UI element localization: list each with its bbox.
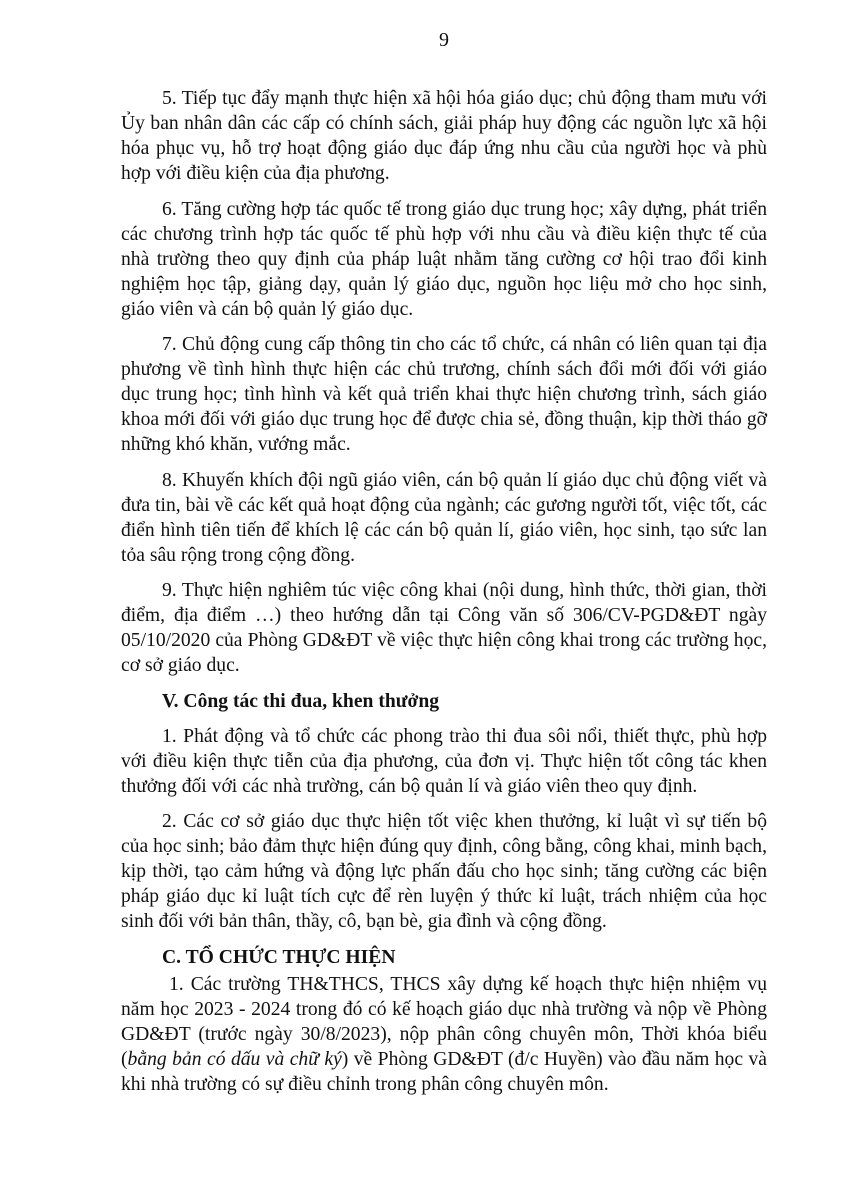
paragraph-item-7: 7. Chủ động cung cấp thông tin cho các tổ chức, cá nhân có liên quan tại địa phương về tình hình thực hiện các chủ trương, chính sách đổi mới đối với giáo dục trung học; tình hình và kết quả triển khai thực hiện chương trình, sách giáo khoa mới đối với giáo dục trung học để được chia sẻ, đồng thuận, kịp thời tháo gỡ những khó khăn, vướng mắc. <box>121 334 767 455</box>
document-body <box>121 86 767 1107</box>
section-v-paragraph-1: 1. Phát động và tổ chức các phong trào thi đua sôi nổi, thiết thực, phù hợp với điều kiện thực tiễn của địa phương, của đơn vị. Thực hiện tốt công tác khen thưởng đối với các nhà trường, cán bộ quản lí và giáo viên theo quy định. <box>121 725 767 797</box>
page-number: 9 <box>439 29 449 51</box>
paragraph-item-5: 5. Tiếp tục đẩy mạnh thực hiện xã hội hóa giáo dục; chủ động tham mưu với Ủy ban nhân dân các cấp có chính sách, giải pháp huy động các nguồn lực xã hội hóa phục vụ, hỗ trợ hoạt động giáo dục đáp ứng nhu cầu của người học và phù hợp với điều kiện của địa phương. <box>121 88 767 184</box>
section-c-p1-text-b: ) về Phòng GD&ĐT (đ/c Huyền) vào đầu năm học và khi nhà trường có sự điều chỉnh trong phân công chuyên môn. <box>121 1048 767 1095</box>
section-c-p1-italic: bằng bản có dấu và chữ ký <box>127 1048 342 1070</box>
paragraph-item-9: 9. Thực hiện nghiêm túc việc công khai (nội dung, hình thức, thời gian, thời điểm, địa điểm …) theo hướng dẫn tại Công văn số 306/CV-PGD&ĐT ngày 05/10/2020 của Phòng GD&ĐT về việc thực hiện công khai trong các trường học, cơ sở giáo dục. <box>121 580 767 676</box>
section-c-paragraph-1 <box>121 972 767 1097</box>
paragraph-item-8: 8. Khuyến khích đội ngũ giáo viên, cán bộ quản lí giáo dục chủ động viết và đưa tin, bài về các kết quả hoạt động của ngành; các gương người tốt, việc tốt, các điển hình tiên tiến để khích lệ các cán bộ quản lí, giáo viên, học sinh, tạo sức lan tỏa sâu rộng trong cộng đồng. <box>121 469 767 566</box>
section-v-heading: V. Công tác thi đua, khen thưởng <box>162 690 440 712</box>
paragraph-item-6: 6. Tăng cường hợp tác quốc tế trong giáo dục trung học; xây dựng, phát triển các chương trình hợp tác quốc tế phù hợp với nhu cầu và điều kiện thực tế của nhà trường theo quy định của pháp luật nhằm tăng cường cơ hội trao đổi kinh nghiệm học tập, giảng dạy, quản lý giáo dục, nguồn học liệu mở cho học sinh, giáo viên và cán bộ quản lý giáo dục. <box>121 198 767 320</box>
section-c-heading: C. TỔ CHỨC THỰC HIỆN <box>162 946 396 968</box>
section-c-p1-text-a: 1. Các trường TH&THCS, THCS xây dựng kế hoạch thực hiện nhiệm vụ năm học 2023 - 2024 trong đó có kế hoạch giáo dục nhà trường và nộp về Phòng GD&ĐT (trước ngày 30/8/2023), nộp phân công chuyên môn, Thời khóa biểu ( <box>121 973 767 1070</box>
section-v-paragraph-2: 2. Các cơ sở giáo dục thực hiện tốt việc khen thưởng, kỉ luật vì sự tiến bộ của học sinh; bảo đảm thực hiện đúng quy định, công bằng, công khai, minh bạch, kịp thời, tạo cảm hứng và động lực phấn đấu cho học sinh; tăng cường các biện pháp giáo dục kỉ luật tích cực để rèn luyện ý thức kỉ luật, trách nhiệm của học sinh đối với bản thân, thầy, cô, bạn bè, gia đình và cộng đồng. <box>121 811 767 932</box>
